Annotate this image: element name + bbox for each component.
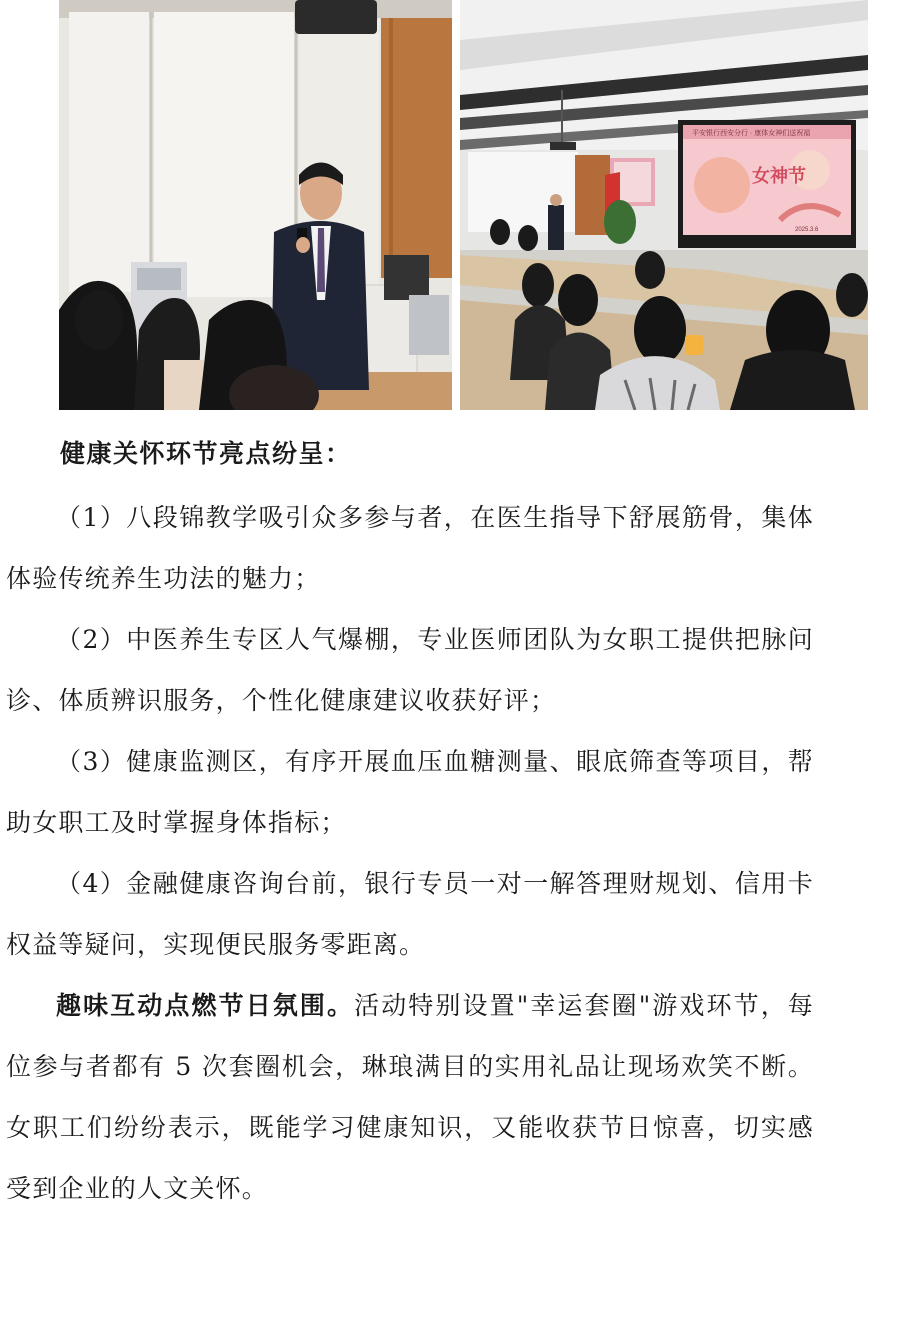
photo-meeting-room: [460, 0, 868, 410]
photo-presenter: [59, 0, 452, 410]
screen-title: 女神节: [752, 166, 806, 186]
screen-date: 2025.3.6: [795, 227, 819, 233]
article-body: [0, 430, 900, 1219]
list-item-1: （1）八段锦教学吸引众多参与者，在医生指导下舒展筋骨，集体体验传统养生功法的魅力；: [6, 503, 814, 593]
list-item-4: （4）金融健康咨询台前，银行专员一对一解答理财规划、信用卡权益等疑问，实现便民服务零距离。: [6, 869, 814, 959]
list-item-2: （2）中医养生专区人气爆棚，专业医师团队为女职工提供把脉问诊、体质辨识服务，个性化健康建议收获好评；: [6, 625, 814, 715]
interactive-paragraph: [0, 975, 900, 1219]
list-item-3: （3）健康监测区，有序开展血压血糖测量、眼底筛查等项目，帮助女职工及时掌握身体指标；: [6, 747, 814, 837]
interactive-body: 活动特别设置"幸运套圈"游戏环节，每位参与者都有 5 次套圈机会，琳琅满目的实用礼品让现场欢笑不断。女职工们纷纷表示，既能学习健康知识，又能收获节日惊喜，切实感受到企业的人文关怀。: [6, 991, 815, 1203]
photo-row: [59, 0, 868, 410]
section-heading: 健康关怀环节亮点纷呈：: [60, 439, 352, 468]
interactive-lead: 趣味互动点燃节日氛围。: [56, 991, 355, 1020]
screen-banner: 平安银行西安分行 · 康体女神们送祝福: [692, 130, 811, 137]
